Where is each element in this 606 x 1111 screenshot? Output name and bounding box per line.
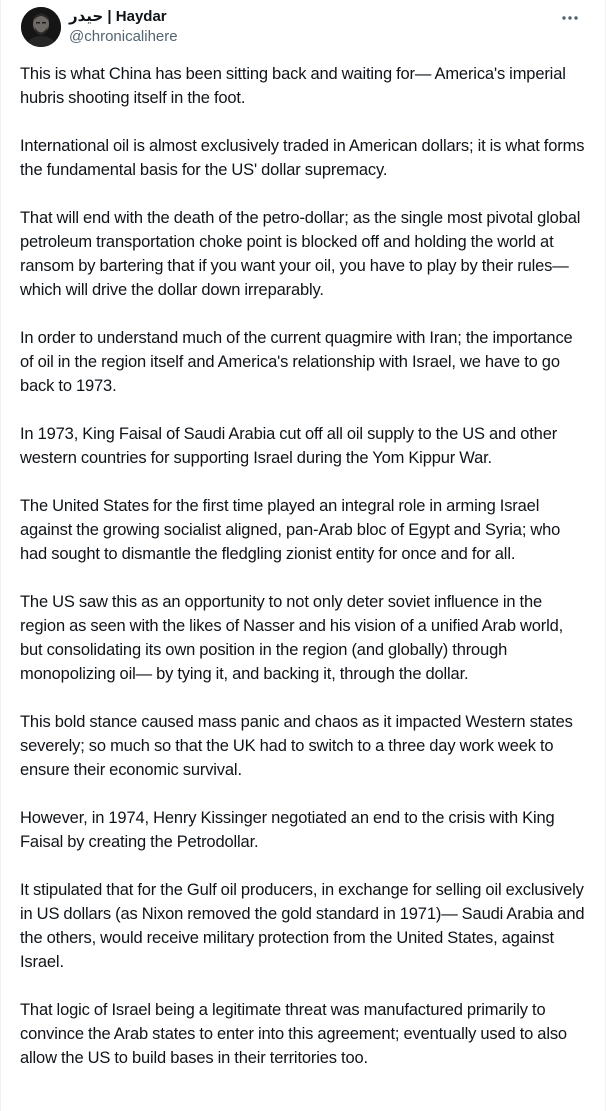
tweet-paragraph: In order to understand much of the current quagmire with Iran; the importance of oil in the region itself and America's relationship with Israel, we have to go back to 1973. bbox=[20, 329, 573, 395]
tweet-paragraph: It stipulated that for the Gulf oil producers, in exchange for selling oil exclusively in US dollars (as Nixon removed the gold standard in 1971)— Saudi Arabia and the others, would receive military protection from the United States, against Israel. bbox=[20, 881, 585, 971]
tweet-paragraph: This bold stance caused mass panic and chaos as it impacted Western states severely; so much so that the UK had to switch to a three day work week to ensure their economic survival. bbox=[20, 713, 573, 779]
tweet-text bbox=[20, 54, 585, 1070]
tweet-paragraph: That logic of Israel being a legitimate threat was manufactured primarily to convince the Arab states to enter into this agreement; eventually used to also allow the US to build bases in their territories too. bbox=[20, 1001, 567, 1067]
author-display-name[interactable]: حيدر | Haydar bbox=[69, 8, 167, 25]
tweet-paragraph: That will end with the death of the petro-dollar; as the single most pivotal global petroleum transportation choke point is blocked off and holding the world at ransom by bartering that if you want your oil, you have to play by their rules— which will drive the dollar down irreparably. bbox=[20, 209, 581, 299]
tweet-paragraph: The US saw this as an opportunity to not only deter soviet influence in the region as seen with the likes of Nasser and his vision of a unified Arab world, but consolidating its own position in the region (and globally) through monopolizing oil— by tying it, and backing it, through the dollar. bbox=[20, 593, 564, 683]
tweet-paragraph: International oil is almost exclusively traded in American dollars; it is what forms the fundamental basis for the US' dollar supremacy. bbox=[20, 137, 585, 179]
tweet-paragraph: The United States for the first time played an integral role in arming Israel against the growing socialist aligned, pan-Arab bloc of Egypt and Syria; who had sought to dismantle the fledgling zionist entity for once and for all. bbox=[20, 497, 561, 563]
tweet-paragraph: This is what China has been sitting back and waiting for— America's imperial hubris shooting itself in the foot. bbox=[20, 65, 566, 107]
avatar[interactable] bbox=[21, 7, 61, 47]
author-handle[interactable]: @chronicalihere bbox=[69, 28, 178, 45]
author-names bbox=[69, 7, 178, 47]
tweet-header bbox=[20, 0, 585, 54]
avatar-photo-icon bbox=[21, 7, 61, 47]
more-options-button[interactable] bbox=[555, 8, 585, 28]
tweet-paragraph: In 1973, King Faisal of Saudi Arabia cut off all oil supply to the US and other western countries for supporting Israel during the Yom Kippur War. bbox=[20, 425, 558, 467]
more-horizontal-icon bbox=[561, 15, 579, 21]
tweet-paragraph: However, in 1974, Henry Kissinger negotiated an end to the crisis with King Faisal by creating the Petrodollar. bbox=[20, 809, 555, 851]
